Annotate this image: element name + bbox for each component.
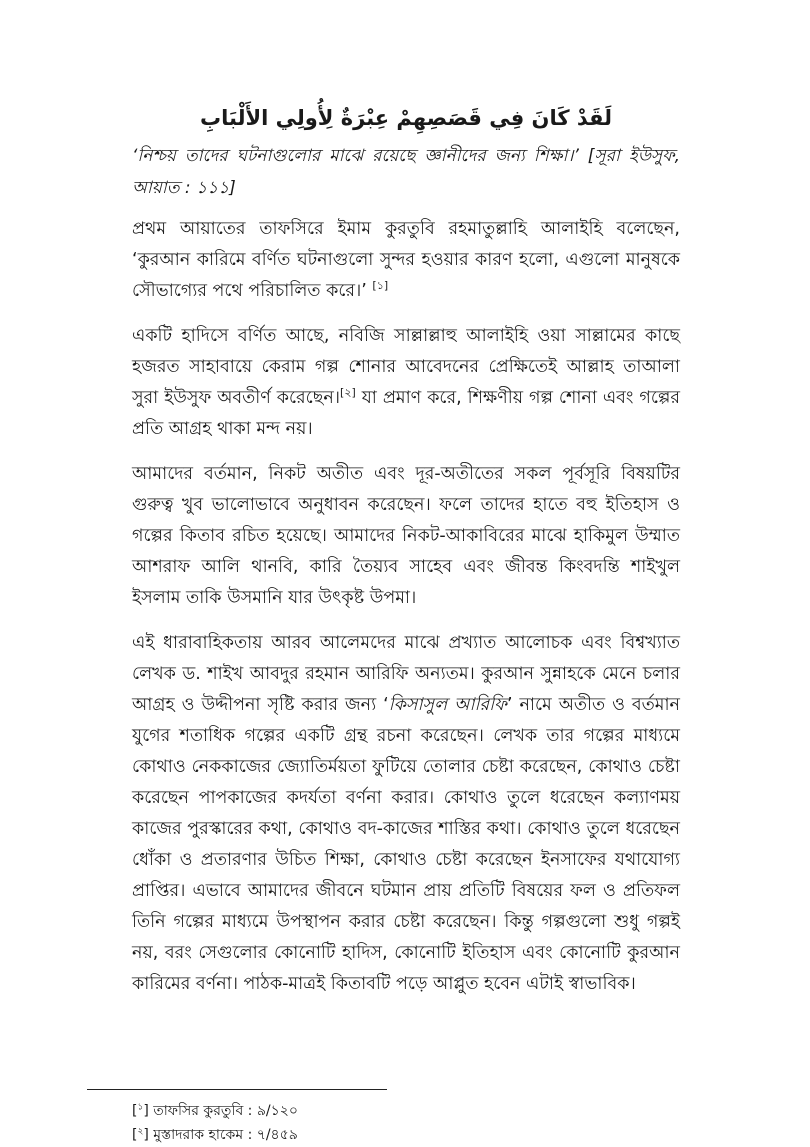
- translation-text: ‘নিশ্চয় তাদের ঘটনাগুলোর মাঝে রয়েছে জ্ঞানীদের জন্য শিক্ষা।’: [132, 146, 579, 166]
- footnote-2-mark: [$^২$]: [132, 1126, 149, 1143]
- verse-translation: [132, 140, 680, 204]
- footnote-2-text: মুস্তাদরাক হাকেম : ৭/৪৫৯: [153, 1127, 298, 1143]
- paragraph-2: [132, 321, 680, 445]
- footnote-ref-2[interactable]: [২]: [340, 386, 356, 400]
- footnote-1-number: ১: [137, 1102, 144, 1113]
- book-title: কিসাসুল আরিফি: [388, 695, 507, 715]
- verse-citation: [সূরা ইউসুফ, আয়াত : ১১১]: [132, 146, 680, 198]
- footnote-1-text: তাফসির কুরতুবি : ৯/১২০: [153, 1103, 298, 1119]
- paragraph-4: [132, 628, 680, 1000]
- paragraph-3-text: আমাদের বর্তমান, নিকট অতীত এবং দূর-অতীতের সকল পূর্বসূরি বিষয়টির গুরুত্ব খুব ভালোভাবে অনুধাবন করেছেন। ফলে তাদের হাতে বহু ইতিহাস ও গল্পের কিতাব রচিত হয়েছে। আমাদের নিকট-আকাবিরের মাঝে হাকিমুল উম্মাত আশরাফ আলি থানবি, কারি তৈয়্যব সাহেব এবং জীবন্ত কিংবদন্তি শাইখুল ইসলাম তাকি উসমানি যার উৎকৃষ্ট উপমা।: [132, 464, 680, 608]
- paragraph-4-text-b: ’ নামে অতীত ও বর্তমান যুগের শতাধিক গল্পের একটি গ্রন্থ রচনা করেছেন। লেখক তার গল্পের মাধ্যমে কোথাও নেককাজের জ্যোতির্ময়তা ফুটিয়ে তোলার চেষ্টা করেছেন, কোথাও চেষ্টা করেছেন পাপকাজের কদর্যতা বর্ণনা করার। কোথাও তুলে ধরেছেন কল্যাণময় কাজের পুরস্কারের কথা, কোথাও বদ-কাজের শাস্তির কথা। কোথাও তুলে ধরেছেন ধোঁকা ও প্রতারণার উচিত শিক্ষা, কোথাও চেষ্টা করেছেন ইনসাফের যথাযোগ্য প্রাপ্তির। এভাবে আমাদের জীবনে ঘটমান প্রায় প্রতিটি বিষয়ের ফল ও প্রতিফল তিনি গল্পের মাধ্যমে উপস্থাপন করার চেষ্টা করেছেন। কিন্তু গল্পগুলো শুধু গল্পই নয়, বরং সেগুলোর কোনোটি হাদিস, কোনোটি ইতিহাস এবং কোনোটি কুরআন কারিমের বর্ণনা। পাঠক-মাত্রই কিতাবটি পড়ে আপ্লুত হবেন এটাই স্বাভাবিক।: [132, 695, 681, 994]
- footnote-divider: [87, 1089, 387, 1090]
- paragraph-1: [132, 214, 680, 307]
- footnote-2-number: ২: [137, 1126, 144, 1137]
- footnote-1: [132, 1099, 680, 1123]
- footnote-2: [132, 1123, 680, 1147]
- paragraph-2-text-b: যা প্রমাণ করে, শিক্ষণীয় গল্প শোনা এবং গল্পের প্রতি আগ্রহ থাকা মন্দ নয়।: [132, 388, 681, 439]
- footnote-1-mark: [$^১$]: [132, 1102, 149, 1119]
- footnote-ref-1[interactable]: [১]: [372, 279, 389, 293]
- paragraph-4-text-a: এই ধারাবাহিকতায় আরব আলেমদের মাঝে প্রখ্যাত আলোচক এবং বিশ্বখ্যাত লেখক ড. শাইখ আবদুর রহমান আরিফি অন্যতম। কুরআন সুন্নাহকে মেনে চলার আগ্রহ ও উদ্দীপনা সৃষ্টি করার জন্য ‘: [132, 633, 680, 715]
- paragraph-1-text: প্রথম আয়াতের তাফসিরে ইমাম কুরতুবি রহমাতুল্লাহি আলাইহি বলেছেন, ‘কুরআন কারিমে বর্ণিত ঘটনাগুলো সুন্দর হওয়ার কারণ হলো, এগুলো মানুষকে সৌভাগ্যের পথে পরিচালিত করে।’: [132, 219, 680, 301]
- paragraph-2-text-a: একটি হাদিসে বর্ণিত আছে, নবিজি সাল্লাল্লাহু আলাইহি ওয়া সাল্লামের কাছে হজরত সাহাবায়ে কেরাম গল্প শোনার আবেদনের প্রেক্ষিতেই আল্লাহ তাআলা সুরা ইউসুফ অবতীর্ণ করেছেন।: [132, 326, 680, 408]
- paragraph-3: [132, 459, 680, 614]
- arabic-verse: لَقَدْ كَانَ فِي قَصَصِهِمْ عِبْرَةٌ لِأُولِي الأَلْبَابِ: [200, 106, 612, 130]
- page-body: [132, 100, 680, 1014]
- footnotes: [132, 1099, 680, 1147]
